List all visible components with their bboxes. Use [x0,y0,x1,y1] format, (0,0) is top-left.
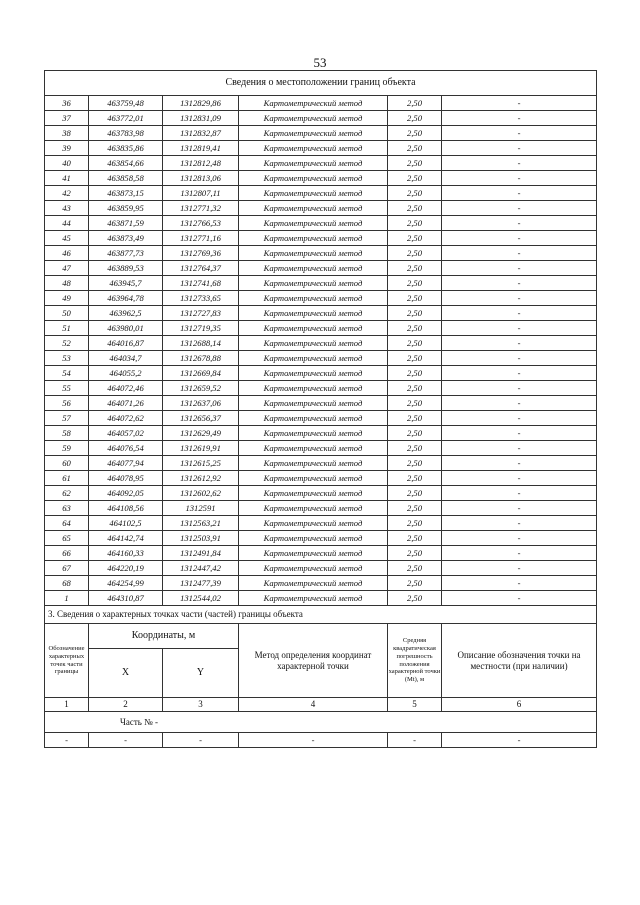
method: Картометрический метод [239,231,388,246]
accuracy: 2,50 [388,261,442,276]
point-number: 53 [45,351,89,366]
coord-x: 464254,99 [89,576,163,591]
part-label: Часть № - [45,712,597,733]
column-number: 2 [89,698,163,712]
point-number: 43 [45,201,89,216]
method: Картометрический метод [239,321,388,336]
table-row [45,171,597,186]
accuracy: 2,50 [388,336,442,351]
point-number: 40 [45,156,89,171]
table-row [45,186,597,201]
header-accuracy: Средняя квадратическая погрешность положения характерной точки (Mt), м [388,624,442,698]
coord-y: 1312771,32 [163,201,239,216]
point-number: 42 [45,186,89,201]
coord-y: 1312503,91 [163,531,239,546]
description: - [442,441,597,456]
coord-x: 464016,87 [89,336,163,351]
accuracy: 2,50 [388,156,442,171]
column-numbers-row [45,698,597,712]
method: Картометрический метод [239,96,388,111]
method: Картометрический метод [239,291,388,306]
accuracy: 2,50 [388,456,442,471]
point-number: 38 [45,126,89,141]
point-number: 36 [45,96,89,111]
coord-x: 464072,46 [89,381,163,396]
table-row [45,96,597,111]
coord-y: 1312447,42 [163,561,239,576]
table-row [45,471,597,486]
coord-y: 1312727,83 [163,306,239,321]
accuracy: 2,50 [388,321,442,336]
description: - [442,171,597,186]
description: - [442,336,597,351]
method: Картометрический метод [239,576,388,591]
method: Картометрический метод [239,486,388,501]
point-number: 65 [45,531,89,546]
point-number: 54 [45,366,89,381]
accuracy: 2,50 [388,231,442,246]
coord-x: 464220,19 [89,561,163,576]
description: - [442,546,597,561]
accuracy: 2,50 [388,306,442,321]
point-number: 44 [45,216,89,231]
method: Картометрический метод [239,441,388,456]
coord-y: 1312544,02 [163,591,239,606]
accuracy: 2,50 [388,531,442,546]
point-number: 45 [45,231,89,246]
description: - [442,111,597,126]
coord-y: 1312615,25 [163,456,239,471]
point-number: 37 [45,111,89,126]
table-row [45,231,597,246]
coord-y: 1312832,87 [163,126,239,141]
accuracy: 2,50 [388,381,442,396]
table-row [45,306,597,321]
coord-y: 1312769,36 [163,246,239,261]
table-row [45,111,597,126]
method: Картометрический метод [239,336,388,351]
accuracy: 2,50 [388,126,442,141]
coord-x: 463945,7 [89,276,163,291]
point-number: 57 [45,411,89,426]
coord-x: 464072,62 [89,411,163,426]
column-number: 6 [442,698,597,712]
method: Картометрический метод [239,351,388,366]
header-method: Метод определения координат характерной точки [239,624,388,698]
description: - [442,531,597,546]
description: - [442,471,597,486]
description: - [442,561,597,576]
method: Картометрический метод [239,306,388,321]
description: - [442,96,597,111]
description: - [442,366,597,381]
coord-y: 1312764,37 [163,261,239,276]
accuracy: 2,50 [388,576,442,591]
table-row [45,396,597,411]
point-number: 59 [45,441,89,456]
coord-y: 1312637,06 [163,396,239,411]
description: - [442,396,597,411]
header-x: X [89,649,163,698]
point-number: 51 [45,321,89,336]
point-number: 52 [45,336,89,351]
method: Картометрический метод [239,111,388,126]
table-row [45,411,597,426]
coord-x: 464160,33 [89,546,163,561]
accuracy: 2,50 [388,96,442,111]
coord-y: 1312678,88 [163,351,239,366]
table-row [45,561,597,576]
description: - [442,516,597,531]
table-row [45,216,597,231]
method: Картометрический метод [239,396,388,411]
table-row [45,366,597,381]
coord-y: 1312819,41 [163,141,239,156]
coord-y: 1312669,84 [163,366,239,381]
coord-x: 463783,98 [89,126,163,141]
coord-y: 1312659,52 [163,381,239,396]
coord-x: 464102,5 [89,516,163,531]
coord-x: 464057,02 [89,426,163,441]
point-number: 55 [45,381,89,396]
method: Картометрический метод [239,186,388,201]
description: - [442,126,597,141]
coord-y: 1312812,48 [163,156,239,171]
header-description: Описание обозначения точки на местности (при наличии) [442,624,597,698]
description: - [442,456,597,471]
table-row [45,426,597,441]
point-number: 1 [45,591,89,606]
point-number: 56 [45,396,89,411]
table-row [45,141,597,156]
method: Картометрический метод [239,561,388,576]
point-number: 61 [45,471,89,486]
empty-cell: - [163,733,239,748]
method: Картометрический метод [239,126,388,141]
table-row [45,321,597,336]
description: - [442,186,597,201]
method: Картометрический метод [239,591,388,606]
coord-y: 1312741,68 [163,276,239,291]
table-row [45,126,597,141]
point-number: 49 [45,291,89,306]
accuracy: 2,50 [388,471,442,486]
empty-cell: - [442,733,597,748]
accuracy: 2,50 [388,201,442,216]
empty-cell: - [239,733,388,748]
description: - [442,141,597,156]
accuracy: 2,50 [388,441,442,456]
method: Картометрический метод [239,171,388,186]
point-number: 46 [45,246,89,261]
description: - [442,501,597,516]
accuracy: 2,50 [388,546,442,561]
point-number: 64 [45,516,89,531]
coord-x: 464034,7 [89,351,163,366]
accuracy: 2,50 [388,351,442,366]
description: - [442,261,597,276]
point-number: 39 [45,141,89,156]
description: - [442,576,597,591]
table-row [45,546,597,561]
coord-x: 464108,56 [89,501,163,516]
table-row [45,336,597,351]
coord-y: 1312602,62 [163,486,239,501]
accuracy: 2,50 [388,591,442,606]
method: Картометрический метод [239,501,388,516]
description: - [442,381,597,396]
coord-y: 1312612,92 [163,471,239,486]
coord-y: 1312733,65 [163,291,239,306]
coord-y: 1312719,35 [163,321,239,336]
method: Картометрический метод [239,261,388,276]
method: Картометрический метод [239,456,388,471]
coord-x: 463962,5 [89,306,163,321]
description: - [442,231,597,246]
coord-x: 464078,95 [89,471,163,486]
coord-y: 1312688,14 [163,336,239,351]
coord-x: 463759,48 [89,96,163,111]
coord-x: 463873,49 [89,231,163,246]
header-coordinates: Координаты, м [89,624,239,649]
column-number: 3 [163,698,239,712]
accuracy: 2,50 [388,141,442,156]
accuracy: 2,50 [388,186,442,201]
coord-y: 1312491,84 [163,546,239,561]
accuracy: 2,50 [388,291,442,306]
coord-y: 1312831,09 [163,111,239,126]
point-number: 41 [45,171,89,186]
method: Картометрический метод [239,546,388,561]
table-row [45,501,597,516]
method: Картометрический метод [239,246,388,261]
table-row [45,246,597,261]
coord-x: 463873,15 [89,186,163,201]
accuracy: 2,50 [388,501,442,516]
method: Картометрический метод [239,381,388,396]
table-row [45,276,597,291]
boundary-points-table [44,70,597,748]
accuracy: 2,50 [388,216,442,231]
coord-x: 463889,53 [89,261,163,276]
description: - [442,276,597,291]
description: - [442,411,597,426]
description: - [442,246,597,261]
table-row [45,591,597,606]
coord-x: 464310,87 [89,591,163,606]
description: - [442,321,597,336]
coord-y: 1312477,39 [163,576,239,591]
method: Картометрический метод [239,471,388,486]
method: Картометрический метод [239,141,388,156]
description: - [442,306,597,321]
point-number: 67 [45,561,89,576]
point-number: 66 [45,546,89,561]
accuracy: 2,50 [388,411,442,426]
coord-x: 464092,05 [89,486,163,501]
coord-x: 463859,95 [89,201,163,216]
description: - [442,216,597,231]
description: - [442,156,597,171]
coord-y: 1312656,37 [163,411,239,426]
coord-x: 464076,54 [89,441,163,456]
accuracy: 2,50 [388,426,442,441]
coord-y: 1312807,11 [163,186,239,201]
table-row [45,351,597,366]
description: - [442,201,597,216]
point-number: 58 [45,426,89,441]
method: Картометрический метод [239,201,388,216]
coord-y: 1312619,91 [163,441,239,456]
method: Картометрический метод [239,411,388,426]
header-y: Y [163,649,239,698]
coord-x: 463858,58 [89,171,163,186]
method: Картометрический метод [239,366,388,381]
coord-x: 463980,01 [89,321,163,336]
table-row [45,576,597,591]
table-row [45,201,597,216]
point-number: 63 [45,501,89,516]
coord-x: 463835,86 [89,141,163,156]
column-number: 4 [239,698,388,712]
coord-y: 1312629,49 [163,426,239,441]
method: Картометрический метод [239,276,388,291]
accuracy: 2,50 [388,246,442,261]
accuracy: 2,50 [388,516,442,531]
coord-x: 464055,2 [89,366,163,381]
coord-x: 464071,26 [89,396,163,411]
accuracy: 2,50 [388,366,442,381]
column-number: 5 [388,698,442,712]
method: Картометрический метод [239,156,388,171]
coord-y: 1312829,86 [163,96,239,111]
description: - [442,426,597,441]
point-number: 47 [45,261,89,276]
table-row [45,531,597,546]
accuracy: 2,50 [388,396,442,411]
table-row [45,486,597,501]
point-number: 68 [45,576,89,591]
empty-cell: - [45,733,89,748]
method: Картометрический метод [239,216,388,231]
accuracy: 2,50 [388,276,442,291]
description: - [442,591,597,606]
table-row [45,291,597,306]
coord-y: 1312771,16 [163,231,239,246]
empty-row [45,733,597,748]
coord-x: 463871,59 [89,216,163,231]
accuracy: 2,50 [388,486,442,501]
point-number: 48 [45,276,89,291]
table-row [45,441,597,456]
header-point-designation: Обозначение характерных точек части границы [45,624,89,698]
point-number: 50 [45,306,89,321]
point-number: 62 [45,486,89,501]
coord-x: 463854,66 [89,156,163,171]
coord-x: 464077,94 [89,456,163,471]
page-number: 53 [313,55,327,70]
table-row [45,381,597,396]
coord-x: 463772,01 [89,111,163,126]
coord-x: 463877,73 [89,246,163,261]
coord-y: 1312563,21 [163,516,239,531]
description: - [442,291,597,306]
coord-x: 463964,78 [89,291,163,306]
coord-y: 1312813,06 [163,171,239,186]
description: - [442,351,597,366]
description: - [442,486,597,501]
accuracy: 2,50 [388,111,442,126]
table-row [45,261,597,276]
empty-cell: - [388,733,442,748]
coord-y: 1312766,53 [163,216,239,231]
table-row [45,516,597,531]
coord-y: 1312591 [163,501,239,516]
table-row [45,156,597,171]
table-row [45,456,597,471]
accuracy: 2,50 [388,171,442,186]
method: Картометрический метод [239,426,388,441]
coord-x: 464142,74 [89,531,163,546]
section3-title: 3. Сведения о характерных точках части (частей) границы объекта [45,606,597,624]
column-number: 1 [45,698,89,712]
accuracy: 2,50 [388,561,442,576]
section-heading: Сведения о местоположении границ объекта [45,71,597,96]
point-number: 60 [45,456,89,471]
empty-cell: - [89,733,163,748]
method: Картометрический метод [239,516,388,531]
method: Картометрический метод [239,531,388,546]
